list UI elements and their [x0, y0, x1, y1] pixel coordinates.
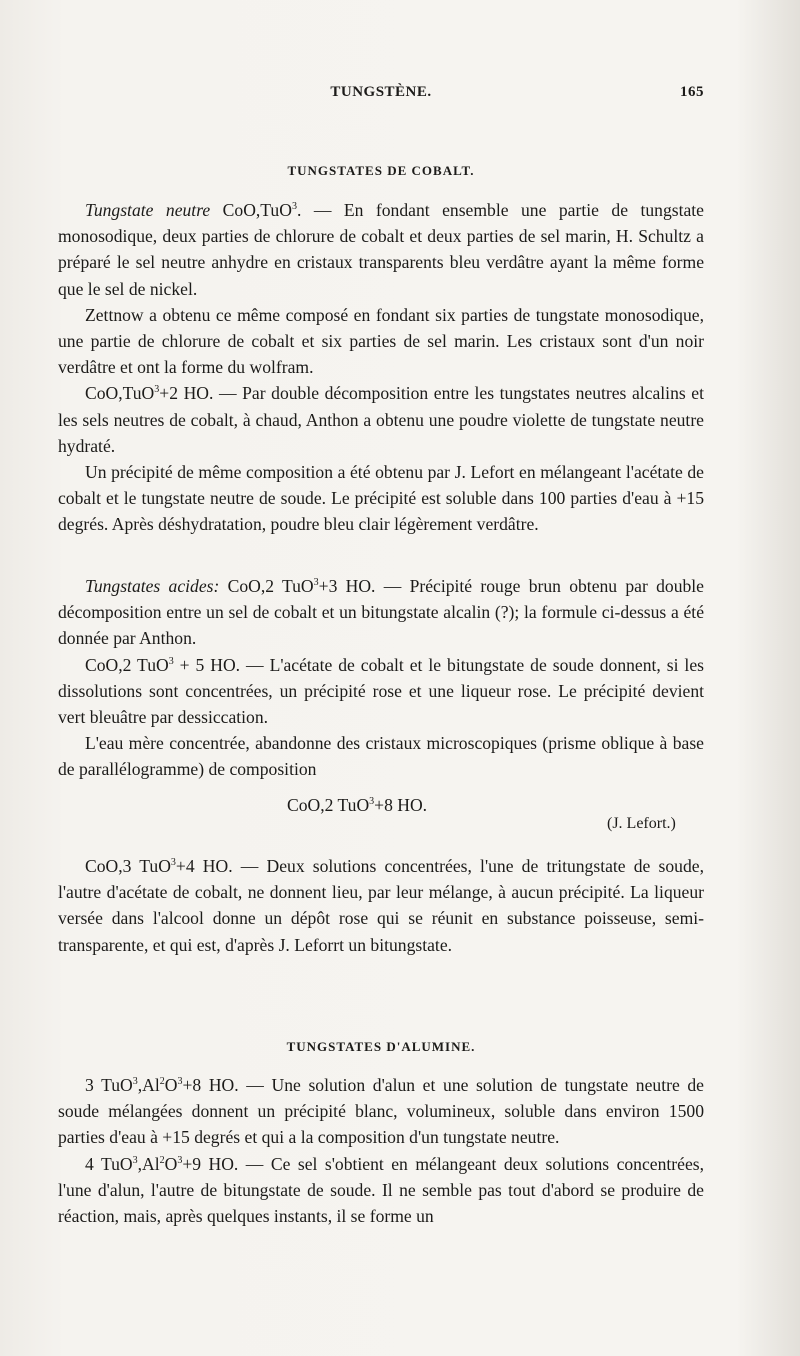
section-cobalt-body-3: [58, 853, 704, 958]
running-header: [58, 84, 704, 108]
superscript: 3: [154, 384, 160, 396]
paragraph-text: . — En fondant ensemble une partie de tungstate monosodique, deux parties de chlorure de cobalt et deux parties de sel marin, H. Schultz a préparé le sel neutre anhydre en cristaux transparents bleu verdâtre ayant la même forme que le sel de nickel.: [58, 200, 704, 299]
paragraph-tritungstate: [58, 853, 704, 958]
superscript: 3: [170, 857, 176, 868]
superscript: 3: [168, 655, 174, 667]
paragraph-text: — Une solution d'alun et une solution de tungstate neutre de soude mélangées donnent un précipité blanc, volumineux, soluble dans environ 1500 parties d'eau à +15 degrés et qui a la composition d'un tungstate neutre.: [58, 1075, 704, 1148]
paragraph-hydrated: [58, 380, 704, 459]
lead-term: Tungstate neutre: [85, 200, 211, 220]
paragraph-text: — Par double décomposition entre les tungstates neutres alcalins et les sels neutres de cobalt, à chaud, Anthon a obtenu une poudre violette de tungstate neutre hydraté.: [58, 383, 704, 456]
paragraph-acid-tungstates: [58, 573, 704, 652]
paragraph-text: — Précipité rouge brun obtenu par double décomposition entre un sel de cobalt et un bitungstate alcalin (?); la formule ci-dessus a été donnée par Anthon.: [58, 576, 704, 649]
paragraph-alumina-neutral: 3 $TuO^3,Al^2O^3+8$ HO. — Une solution d'alun et une solution de tungstate neutre de soude mélangées donnent un précipité blanc, volumineux, soluble dans environ 1500 parties d'eau à +15 degrés et qui a la composition d'un tungstate neutre.: [58, 1075, 704, 1148]
paragraph-lefort: Un précipité de même composition a été obtenu par J. Lefort en mélangeant l'acétate de cobalt et le tungstate neutre de soude. Le précipité est soluble dans 100 parties d'eau à +15 degrés. Après déshydratation, poudre bleu clair légèrement verdâtre.: [58, 462, 704, 535]
formula: CoO,2 TuO: [219, 576, 314, 596]
formula-tail: +2 HO.: [159, 383, 214, 404]
formula: CoO,TuO: [222, 200, 292, 220]
formula-tail: +3 HO.: [318, 576, 376, 596]
section-cobalt-body-2: [58, 573, 704, 783]
formula: CoO,TuO: [85, 383, 155, 404]
paragraph-mother-liquor: L'eau mère concentrée, abandonne des cristaux microscopiques (prisme oblique à base de parallélogramme) de composition: [58, 733, 704, 780]
centered-formula: CoO,2 TuO$^3$+8 HO.: [287, 795, 428, 815]
section-cobalt-body-1: [58, 197, 704, 538]
paragraph-text: — L'acétate de cobalt et le bitungstate de soude donnent, si les dissolutions sont concentrées, un précipité rose et une liqueur rose. Le précipité devient vert bleuâtre par dessiccation.: [58, 654, 704, 728]
formula: CoO,3 TuO: [85, 856, 171, 876]
paragraph-text: — Ce sel s'obtient en mélangeant deux solutions concentrées, l'une d'alun, l'autre de bitungstate de soude. Il ne semble pas tout d'abord se produire de réaction, mais, après quelques instants, il se forme un: [58, 1153, 705, 1227]
section-title-cobalt: TUNGSTATES DE COBALT.: [287, 163, 475, 178]
superscript: 3: [291, 201, 297, 212]
paragraph-text: — Deux solutions concentrées, l'une de tritungstate de soude, l'autre d'acétate de cobalt, ne donnent lieu, par leur mélange, à aucun précipité. La liqueur versée dans l'alcool donne un dépôt rose qui se réunit en substance poisseuse, semi-transparente, et qui est, d'après J. Leforrt un bitungstate.: [58, 856, 704, 955]
paragraph-zettnow: Zettnow a obtenu ce même composé en fondant six parties de tungstate monosodique, une partie de chlorure de cobalt et six parties de sel marin. Les cristaux sont d'un noir verdâtre et ont la forme du wolfram.: [58, 304, 704, 378]
superscript: 3: [313, 577, 319, 588]
section-alumina-body: [58, 1072, 704, 1229]
formula: CoO,2 TuO: [85, 654, 169, 675]
formula-tail: + 5 HO.: [173, 654, 241, 675]
paragraph-neutral-tungstate: [58, 197, 704, 302]
formula-tail: +4 HO.: [175, 856, 233, 876]
paragraph-alumina-acid: 4 $TuO^3,Al^2O^3+9$ HO. — Ce sel s'obtient en mélangeant deux solutions concentrées, l'une d'alun, l'autre de bitungstate de soude. Il ne semble pas tout d'abord se produire de réaction, mais, après quelques instants, il se forme un: [58, 1153, 705, 1227]
lead-term: Tungstates acides:: [85, 576, 220, 596]
running-title: TUNGSTÈNE.: [330, 84, 432, 100]
page-number: 165: [680, 84, 704, 100]
section-title-alumina: TUNGSTATES D'ALUMINE.: [286, 1039, 476, 1054]
citation: (J. Lefort.): [607, 815, 676, 832]
paragraph-bitungstate: [58, 652, 704, 731]
